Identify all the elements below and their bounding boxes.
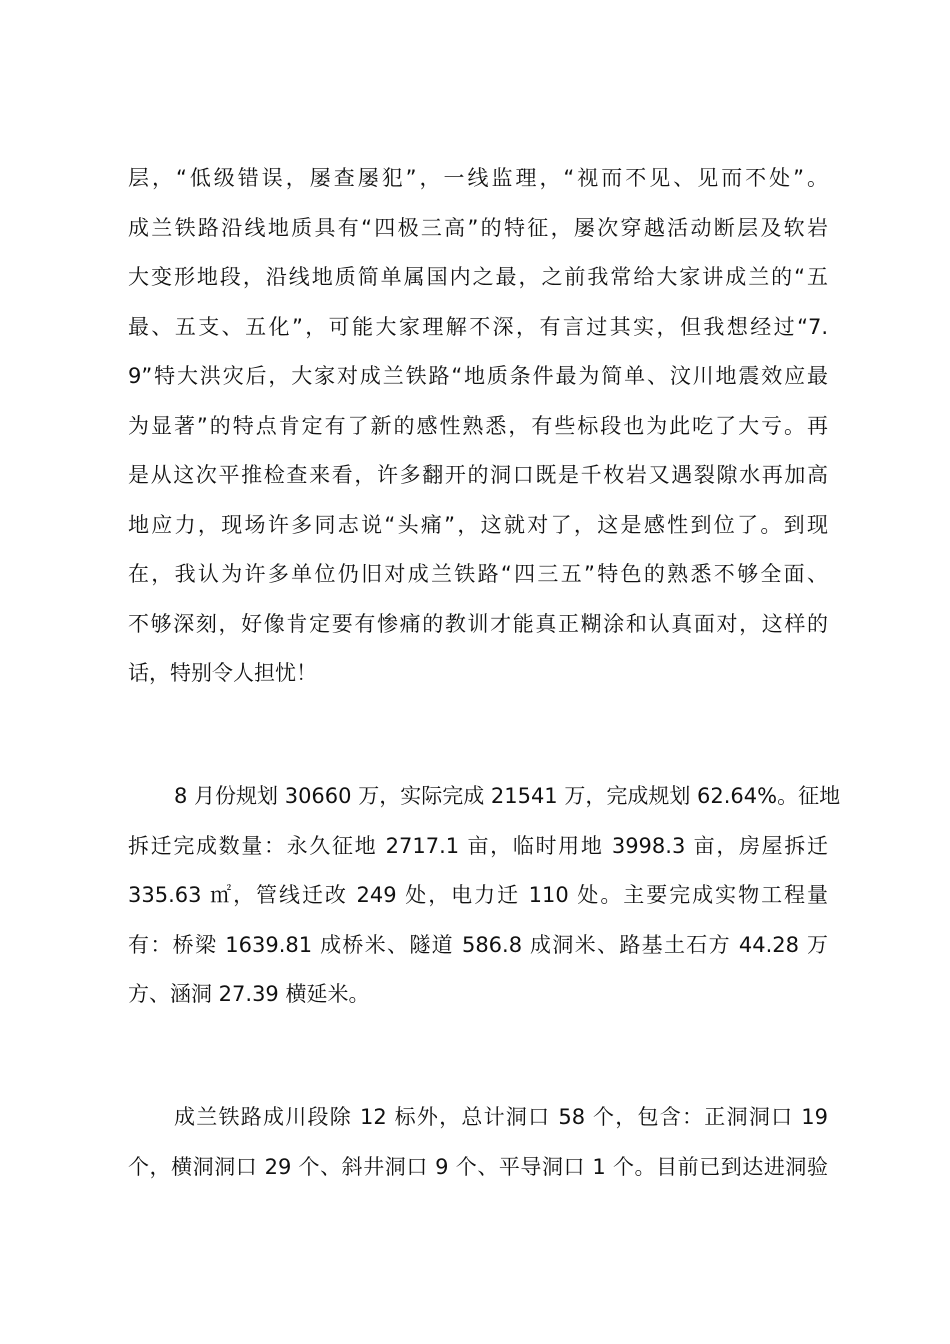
text-line: 是从这次平推检查来看，许多翻开的洞口既是千枚岩又遇裂隙水再加高 — [128, 463, 828, 487]
text-line: 大变形地段，沿线地质简单属国内之最，之前我常给大家讲成兰的“五 — [128, 265, 828, 289]
text-line: 拆迁完成数量：永久征地 2717.1 亩，临时用地 3998.3 亩，房屋拆迁 — [128, 834, 828, 858]
text-line: 为显著”的特点肯定有了新的感性熟悉，有些标段也为此吃了大亏。再 — [128, 414, 828, 438]
text-line: 个，横洞洞口 29 个、斜井洞口 9 个、平导洞口 1 个。目前已到达进洞验 — [128, 1155, 828, 1179]
text-line: 不够深刻，好像肯定要有惨痛的教训才能真正糊涂和认真面对，这样的 — [128, 612, 828, 636]
text-line: 成兰铁路成川段除 12 标外，总计洞口 58 个，包含：正洞洞口 19 — [174, 1105, 828, 1129]
text-line: 层，“低级错误，屡查屡犯”，一线监理，“视而不见、见而不处”。 — [128, 166, 828, 190]
text-line: 地应力，现场许多同志说“头痛”，这就对了，这是感性到位了。到现 — [128, 513, 828, 537]
text-line: 在，我认为许多单位仍旧对成兰铁路“四三五”特色的熟悉不够全面、 — [128, 562, 828, 586]
text-line: 方、涵洞 27.39 横延米。 — [128, 982, 370, 1006]
text-line: 9”特大洪灾后，大家对成兰铁路“地质条件最为简单、汶川地震效应最 — [128, 364, 828, 388]
text-line: 8 月份规划 30660 万，实际完成 21541 万，完成规划 62.64%。征地 — [174, 784, 841, 808]
text-line: 335.63 ㎡，管线迁改 249 处，电力迁 110 处。主要完成实物工程量 — [128, 883, 828, 907]
text-line: 成兰铁路沿线地质具有“四极三高”的特征，屡次穿越活动断层及软岩 — [128, 216, 828, 240]
text-line: 话，特别令人担忧！ — [128, 661, 317, 685]
text-line: 有：桥梁 1639.81 成桥米、隧道 586.8 成洞米、路基土石方 44.28 万 — [128, 933, 828, 957]
text-line: 最、五支、五化”，可能大家理解不深，有言过其实，但我想经过“7. — [128, 315, 828, 339]
